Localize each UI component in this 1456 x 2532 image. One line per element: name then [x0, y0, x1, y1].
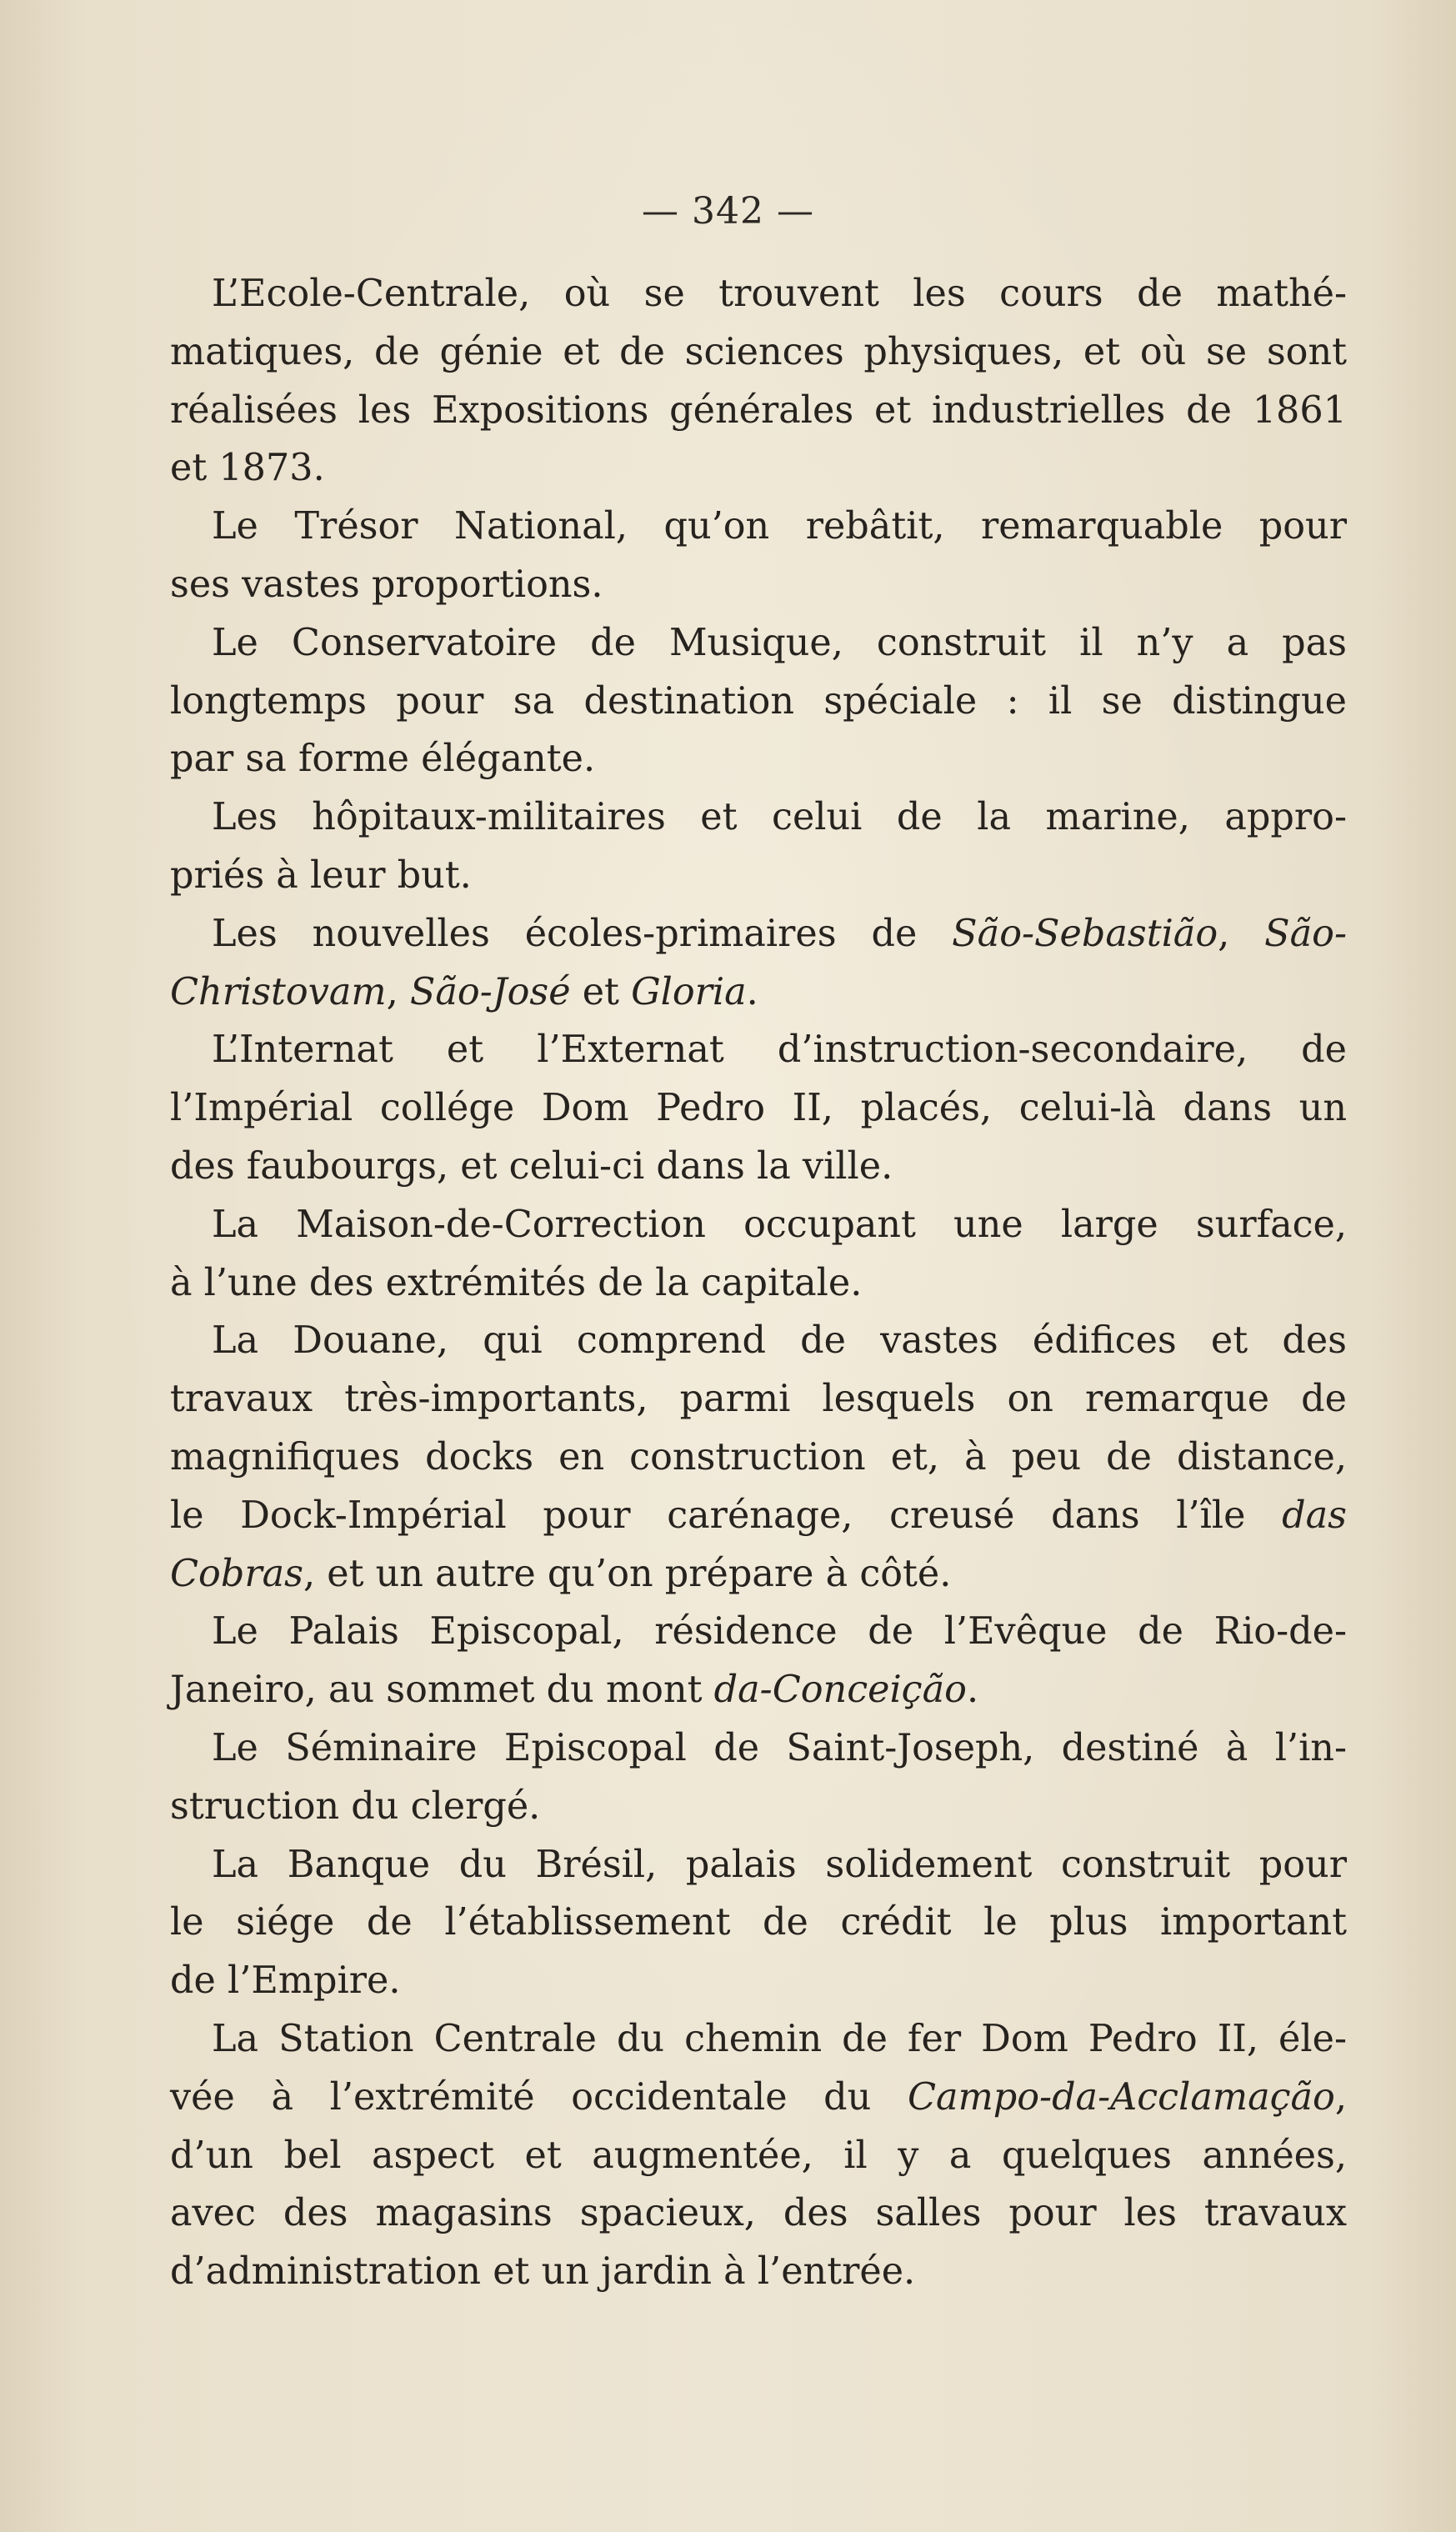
text-segment: .	[966, 1669, 979, 1712]
italic-text: das	[1282, 1494, 1347, 1537]
italic-text: da-Conceição	[713, 1669, 967, 1712]
text-line	[170, 905, 1347, 963]
text-line	[170, 1254, 1347, 1313]
text-segment: La Station Centrale du chemin de fer Dom Pedro II, éle-	[212, 2017, 1347, 2060]
text-segment: ,	[386, 970, 410, 1013]
text-line	[170, 1487, 1347, 1545]
italic-text: São-	[1264, 912, 1347, 955]
text-line	[170, 1021, 1347, 1079]
text-line	[170, 323, 1347, 382]
italic-text: Campo-da-Acclamação	[907, 2075, 1335, 2119]
text-line	[170, 556, 1347, 614]
text-segment: le Dock-Impérial pour carénage, creusé dans l’île	[170, 1494, 1283, 1537]
text-segment: travaux très-importants, parmi lesquels on remarque de	[170, 1378, 1347, 1421]
text-segment: priés à leur but.	[170, 853, 472, 897]
text-line	[170, 1661, 1347, 1719]
text-segment: longtemps pour sa destination spéciale : il se distingue	[170, 679, 1347, 723]
text-segment: Le Séminaire Episcopal de Saint-Joseph, destiné à l’in-	[212, 1726, 1347, 1769]
text-segment: matiques, de génie et de sciences physiques, et où se sont	[170, 330, 1347, 373]
text-line	[170, 498, 1347, 556]
text-line	[170, 673, 1347, 731]
text-line	[170, 1370, 1347, 1429]
text-line	[170, 730, 1347, 788]
text-segment: d’administration et un jardin à l’entrée.	[170, 2250, 916, 2294]
text-segment: La Maison-de-Correction occupant une large surface,	[212, 1203, 1347, 1246]
italic-text: São-Sebastião	[952, 912, 1218, 955]
text-segment: Janeiro, au sommet du mont	[170, 1669, 714, 1712]
text-line	[170, 847, 1347, 905]
text-line	[170, 382, 1347, 440]
text-line	[170, 1894, 1347, 1952]
text-segment: ses vastes proportions.	[170, 563, 603, 606]
text-segment: Le Trésor National, qu’on rebâtit, remarquable pour	[212, 505, 1347, 548]
text-line	[170, 2069, 1347, 2127]
text-segment: .	[746, 970, 758, 1013]
italic-text: São-José	[409, 970, 571, 1013]
text-line	[170, 2127, 1347, 2185]
text-segment: d’un bel aspect et augmentée, il y a quelques années,	[170, 2134, 1347, 2177]
text-segment: et	[570, 970, 632, 1013]
text-line	[170, 1778, 1347, 1836]
text-segment: ,	[1218, 912, 1265, 955]
text-segment: struction du clergé.	[170, 1784, 541, 1828]
text-segment: à l’une des extrémités de la capitale.	[170, 1261, 863, 1304]
text-line	[170, 2010, 1347, 2069]
text-segment: Le Palais Episcopal, résidence de l’Evêque de Rio-de-	[212, 1610, 1347, 1654]
text-line	[170, 2243, 1347, 2301]
text-segment: L’Internat et l’Externat d’instruction-secondaire, de	[212, 1028, 1347, 1072]
italic-text: Christovam	[170, 970, 387, 1013]
text-line	[170, 1952, 1347, 2010]
text-line	[170, 1603, 1347, 1661]
text-segment: des faubourgs, et celui-ci dans la ville.	[170, 1144, 893, 1188]
text-segment: l’Impérial collége Dom Pedro II, placés, celui-là dans un	[170, 1087, 1347, 1130]
text-segment: La Banque du Brésil, palais solidement construit pour	[212, 1843, 1347, 1886]
text-segment: et 1873.	[170, 447, 325, 490]
body-text	[170, 265, 1347, 2301]
text-segment: réalisées les Expositions générales et industrielles de 1861	[170, 388, 1347, 432]
text-line	[170, 1545, 1347, 1604]
text-segment: Le Conservatoire de Musique, construit il n’y a pas	[212, 621, 1347, 664]
page-number: — 342 —	[642, 190, 814, 233]
text-line	[170, 1312, 1347, 1370]
text-segment: ,	[1334, 2075, 1347, 2119]
text-line	[170, 439, 1347, 498]
text-segment: avec des magasins spacieux, des salles pour les travaux	[170, 2192, 1347, 2235]
text-segment: vée à l’extrémité occidentale du	[170, 2075, 908, 2119]
text-line	[170, 1079, 1347, 1138]
text-line	[170, 788, 1347, 847]
text-segment: La Douane, qui comprend de vastes édifices et des	[212, 1319, 1347, 1363]
text-segment: le siége de l’établissement de crédit le plus important	[170, 1901, 1347, 1944]
text-segment: magnifiques docks en construction et, à peu de distance,	[170, 1435, 1347, 1479]
text-line	[170, 1429, 1347, 1487]
text-line	[170, 265, 1347, 323]
text-segment: par sa forme élégante.	[170, 738, 596, 781]
text-line	[170, 614, 1347, 673]
text-line	[170, 2184, 1347, 2243]
text-line	[170, 1196, 1347, 1254]
text-line	[170, 963, 1347, 1022]
text-segment: L’Ecole-Centrale, où se trouvent les cours de mathé-	[212, 273, 1347, 315]
text-line	[170, 1138, 1347, 1196]
text-line	[170, 1836, 1347, 1894]
italic-text: Gloria	[631, 970, 747, 1013]
text-line	[170, 1719, 1347, 1778]
text-segment: Les nouvelles écoles-primaires de	[212, 912, 953, 955]
text-segment: , et un autre qu’on prépare à côté.	[303, 1552, 952, 1595]
text-segment: de l’Empire.	[170, 1959, 401, 2003]
italic-text: Cobras	[170, 1552, 303, 1595]
text-segment: Les hôpitaux-militaires et celui de la marine, appro-	[212, 796, 1347, 839]
